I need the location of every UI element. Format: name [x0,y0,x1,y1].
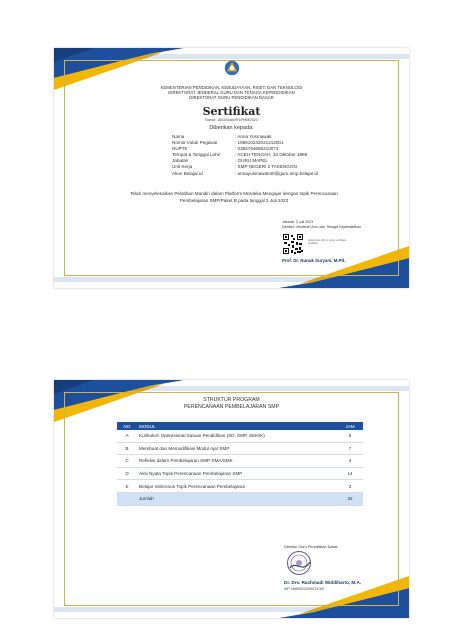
row-module: Aksi Nyata Topik Perencanaan Pembelajaran SMP [137,467,337,480]
row-hours: 7 [337,442,363,455]
program-title-line-1: STRUKTUR PROGRAM [203,397,260,403]
qr-code-icon [282,233,304,255]
detail-value: : Anna Yusmawati [235,134,272,139]
given-to-label: Diberikan kepada: [209,125,254,131]
ministry-heading [114,85,349,101]
program-structure-page [54,380,409,618]
completion-line-2: Pembelajaran SMP/Paket B pada tanggal 3 Juli 2023 [179,198,289,203]
detail-label: NUPTK [172,146,188,152]
table-row [117,442,363,455]
row-hours: 2 [337,480,363,493]
table-row [117,467,363,480]
program-title [54,397,409,411]
total-hours: 32 [337,492,363,505]
row-hours: 5 [337,430,363,442]
total-spacer [117,492,137,505]
program-signer-nip: NIP 196805211995121002 [284,587,325,591]
row-hours: 4 [337,455,363,468]
sign-office: Direktur Jenderal Guru dan Tenaga Kependidikan [282,225,361,229]
certificate-title: Sertifikat [202,105,261,118]
row-no: E [117,480,137,493]
completion-line-1: Telah menyelesaikan Pelatihan Mandiri dalam Platform Merdeka Mengajar dengan topik Perencanaan [130,191,338,196]
signature-block [282,220,361,230]
header-hours: JAM [337,422,363,430]
total-row [117,492,363,505]
program-sign-office: Direktur Guru Pendidikan Dasar [284,545,338,549]
detail-label: Akun Belajar.id [172,170,203,176]
detail-value: : GURU MAPEL [235,158,268,164]
row-no: A [117,430,137,442]
program-signer-name: Dr. Drs. Rachmadi Widdiharto, M.A. [284,580,362,585]
detail-label: Nomor Induk Pegawai [172,140,218,146]
detail-value: : 198610242021212001 [235,140,284,146]
program-title-line-2: PERENCANAAN PEMBELAJARAN SMP [183,404,280,410]
detail-value: : ACEH TENGAH, 24 Oktober 1986 [235,152,308,158]
sign-place-date: Jakarta, 3 Juli 2023 [282,220,314,224]
qr-note: Scan kode QR ini untuk verifikasi sertifikat [308,239,347,246]
detail-value: : 0356764665210073 [235,146,279,152]
row-no: D [117,467,137,480]
table-header-row [117,422,363,430]
table-row [117,455,363,468]
row-module: Refleksi dalam Pembelajaran SMP-SMA/SMK [137,455,337,468]
header-no: NO [117,422,137,430]
row-no: B [117,442,137,455]
certificate-page [54,48,409,288]
completion-statement [120,190,348,204]
tut-wuri-handayani-logo-icon [224,60,240,76]
signer-name: Prof. Dr. Nunuk Suryani, M.Pd. [282,258,346,263]
module-table [117,422,363,506]
table-row [117,480,363,493]
table-row [117,430,363,442]
row-no: C [117,455,137,468]
ministry-line: KEMENTERIAN PENDIDIKAN, KEBUDAYAAN, RISET, DAN TEKNOLOGI [160,85,303,90]
official-stamp-icon [286,550,312,576]
total-label: Jumlah [137,492,337,505]
detail-label: Tempat & Tanggal Lahir [172,152,221,158]
directorate-line: DIREKTORAT GURU PENDIDIKAN DASAR [189,95,274,101]
detail-value: : SMP NEGERI 2 TAKENGON [235,164,297,170]
row-module: Membuat dan Memodifikasi Modul Ajar SMP [137,442,337,455]
row-module: Belajar Sinkronus Topik Perencanaan Pembelajaran [137,480,337,493]
detail-label: Unit Kerja [172,164,193,170]
row-hours: 14 [337,467,363,480]
detail-row [172,171,318,177]
detail-label: Nama [172,134,185,139]
header-module: MODUL [137,422,337,430]
row-module: Kurikulum Operasional Satuan Pendidikan (SD, SMP, SMA/K) [137,430,337,442]
recipient-details [172,134,318,177]
detail-label: Jabatan [172,158,189,164]
directorate-general-line: DIREKTORAT JENDERAL GURU DAN TENAGA KEPENDIDIKAN [168,90,295,96]
certificate-number: Nomor: 1803/Gpdkr/R1/PMM/2023 [205,118,258,122]
detail-value: : annayusmawati40@guru.smp.belajar.id [235,170,319,176]
